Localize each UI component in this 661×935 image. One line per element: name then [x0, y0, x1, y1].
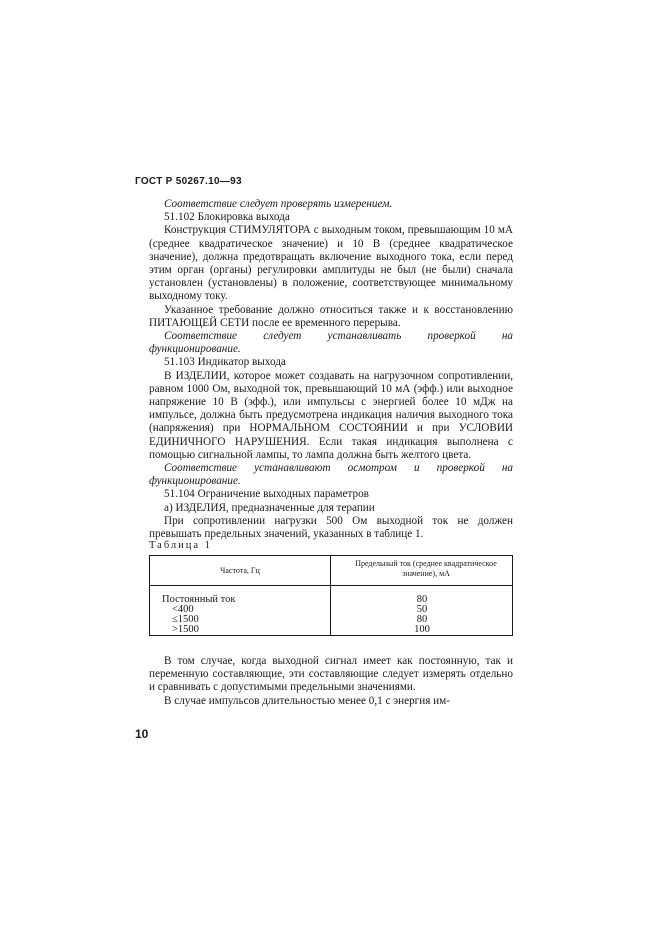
paragraph-output-indicator: В ИЗДЕЛИИ, которое может создавать на нагрузочном сопротивлении, равном 1000 Ом, выходной ток, превышающий 10 мА (эфф.) или выходное напряжение 10 В (эфф.), или импульсы с энергией более 10 мДж на импульсе, должна быть предусмотрена индикация наличия выходного тока (напряжения) при НОРМАЛЬНОМ СОСТОЯНИИ и при УСЛОВИИ ЕДИНИЧНОГО НАРУШЕНИЯ. Если такая индикация выполнена с помощью сигнальной лампы, то лампа должна быть желтого цвета. [149, 369, 513, 461]
compliance-note-1: Соответствие следует проверять измерением. [164, 198, 393, 210]
table-cell-limit: 100 [414, 624, 430, 635]
table-body [150, 594, 512, 634]
table-cell-limit: 50 [416, 604, 428, 615]
compliance-note-2: Соответствие следует устанавливать проверкой на функционирование. [149, 330, 513, 356]
table-row [150, 594, 512, 604]
paragraph-dc-ac-components: В том случае, когда выходной сигнал имеет как постоянную, так и переменную составляющие, эти составляющие следует измерять отдельно и сравнивать с допустимыми предельными значениями. [149, 655, 513, 694]
table-cell-frequency: Постоянный ток [162, 594, 236, 605]
post-table-text [149, 655, 513, 708]
section-heading-51-102: 51.102 Блокировка выхода [164, 211, 290, 224]
table-cell-frequency: ≤1500 [172, 614, 199, 625]
paragraph-pulses: В случае импульсов длительностью менее 0,1 с энергия им- [164, 694, 450, 707]
paragraph-power-restore: Указанное требование должно относиться также и к восстановлению ПИТАЮЩЕЙ СЕТИ после ее временного перерыва. [149, 303, 513, 329]
table-caption: Таблица 1 [149, 540, 212, 551]
section-heading-51-104: 51.104 Ограничение выходных параметров [164, 488, 369, 501]
paragraph-load-resistance: При сопротивлении нагрузки 500 Ом выходной ток не должен превышать предельных значений, указанных в таблице 1. [149, 514, 513, 541]
document-header: ГОСТ Р 50267.10—93 [135, 176, 242, 187]
compliance-note-3: Соответствие устанавливают осмотром и проверкой на функционирование. [149, 462, 513, 488]
table-row [150, 604, 512, 614]
limits-table [149, 555, 513, 636]
table-cell-frequency: >1500 [172, 624, 199, 635]
table-cell-limit: 80 [416, 594, 428, 605]
table-header-row [150, 556, 512, 586]
table-cell-frequency: <400 [172, 604, 194, 615]
table-cell-limit: 80 [416, 614, 428, 625]
paragraph-output-lock: Конструкция СТИМУЛЯТОРА с выходным током, превышающим 10 мА (среднее квадратическое значение) и 10 В (среднее квадратическое значение), должна предотвращать включение выходного тока, если перед этим орган (органы) регулировки амплитуды не был (не были) сначала установлен (установлены) в положение, соответствующее минимальному выходному току. [149, 224, 513, 303]
table-header-current-limit: Предельный ток (среднее квадратическое значение), мА [355, 559, 497, 578]
subsection-a: а) ИЗДЕЛИЯ, предназначенные для терапии [164, 501, 375, 514]
section-heading-51-103: 51.103 Индикатор выхода [164, 356, 286, 369]
table-header-frequency: Частота, Гц [220, 566, 260, 575]
page-number: 10 [135, 727, 149, 741]
table-row [150, 624, 512, 634]
table-row [150, 614, 512, 624]
main-text [149, 198, 513, 541]
